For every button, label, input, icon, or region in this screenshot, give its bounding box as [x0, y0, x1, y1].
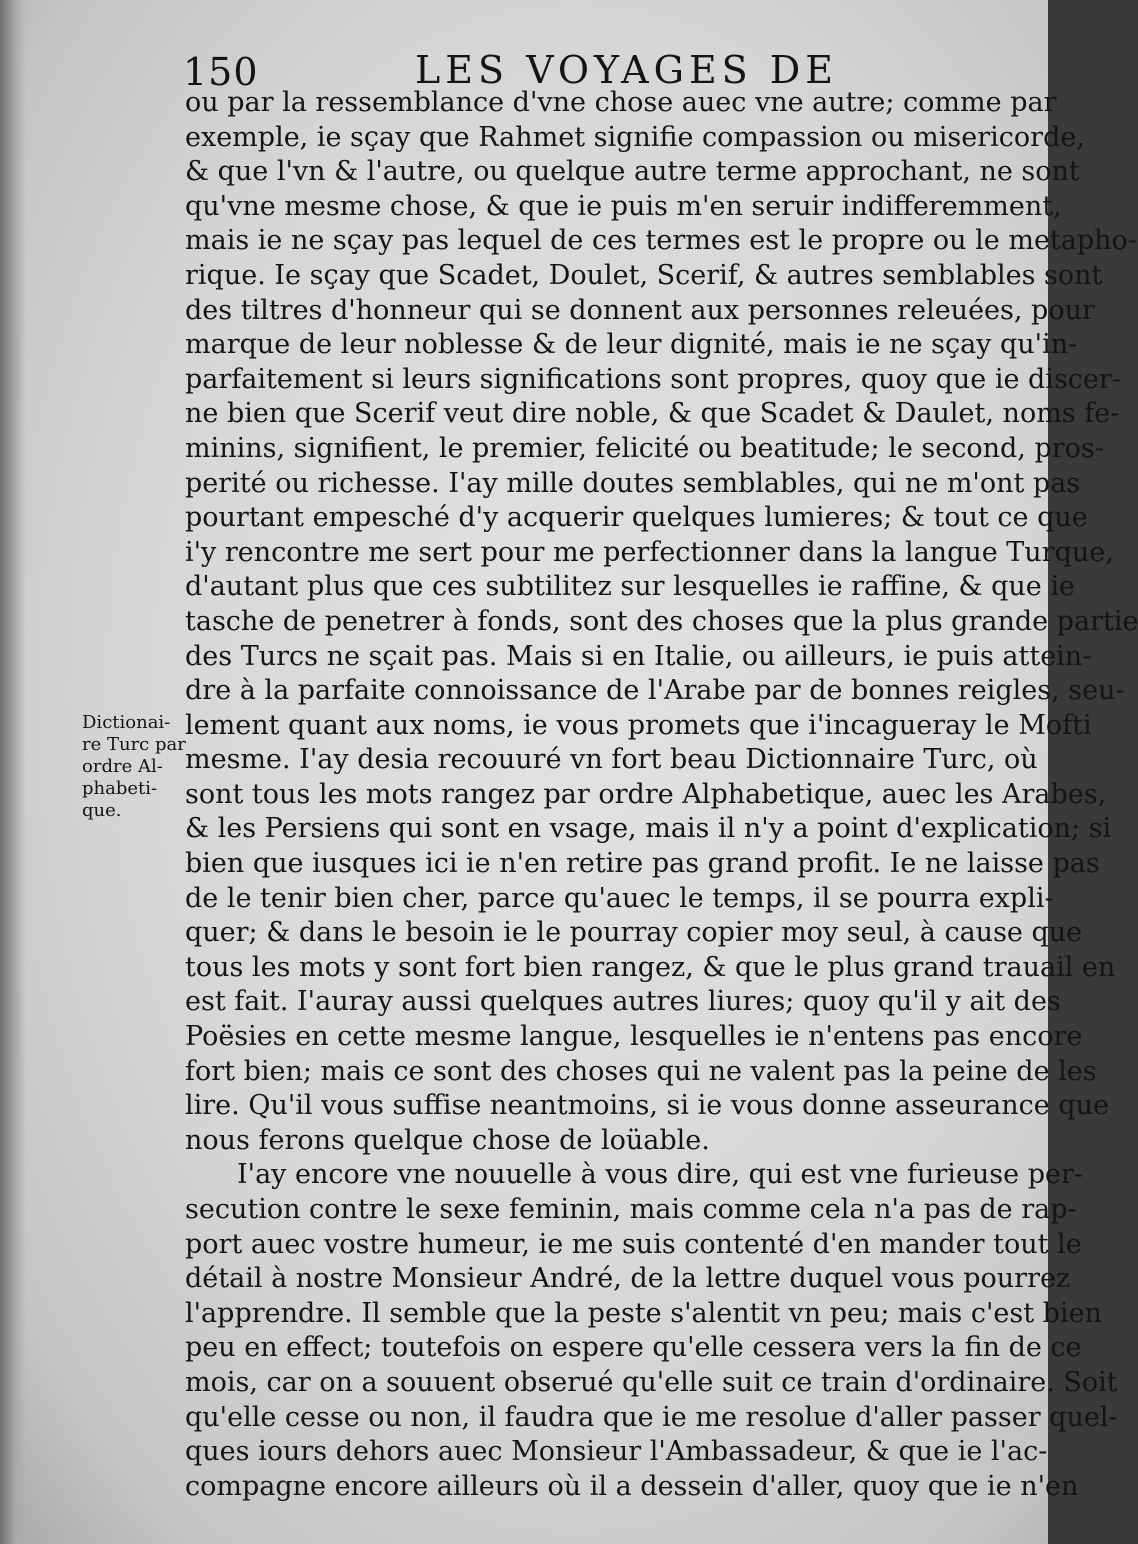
margin-note-line: que. [82, 800, 122, 821]
text-line: ou par la ressemblance d'vne chose auec vne autre; comme par [185, 87, 1057, 118]
body-text [185, 86, 1138, 1504]
text-line: & les Persiens qui sont en vsage, mais il n'y a point d'explication; si [185, 813, 1112, 845]
text-line: qu'vne mesme chose, & que ie puis m'en seruir indifferemment, [185, 190, 1062, 222]
margin-note-line: re Turc par [82, 734, 186, 755]
text-line: bien que iusques ici ie n'en retire pas grand profit. Ie ne laisse pas [185, 848, 1100, 880]
text-line: fort bien; mais ce sont des choses qui ne valent pas la peine de les [185, 1055, 1097, 1087]
text-line: peu en effect; toutefois on espere qu'elle cessera vers la fin de ce [185, 1332, 1082, 1364]
text-line: nous ferons quelque chose de loüable. [185, 1124, 710, 1156]
running-title: LES VOYAGES DE [415, 48, 839, 92]
text-line: marque de leur noblesse & de leur dignité, mais ie ne sçay qu'in- [185, 329, 1078, 361]
text-line: & que l'vn & l'autre, ou quelque autre terme approchant, ne sont [185, 156, 1080, 188]
text-line: ne bien que Scerif veut dire noble, & que Scadet & Daulet, noms fe- [185, 398, 1120, 430]
text-line: minins, signifient, le premier, felicité ou beatitude; le second, pros- [185, 432, 1104, 464]
margin-note [82, 712, 186, 822]
text-line: sont tous les mots rangez par ordre Alphabetique, auec les Arabes, [185, 778, 1107, 810]
text-line: I'ay encore vne nouuelle à vous dire, qui est vne furieuse per- [237, 1159, 1084, 1191]
text-line: mois, car on a souuent obserué qu'elle suit ce train d'ordinaire. Soit [185, 1366, 1118, 1398]
margin-note-line: Dictionai- [82, 712, 171, 733]
text-line: exemple, ie sçay que Rahmet signifie compassion ou misericorde, [185, 121, 1085, 153]
text-line: pourtant empesché d'y acquerir quelques lumieres; & tout ce que [185, 502, 1088, 534]
margin-note-line: ordre Al- [82, 756, 163, 777]
text-line: tous les mots y sont fort bien rangez, & que le plus grand trauail en [185, 951, 1116, 983]
page-gutter-shadow [0, 0, 26, 1544]
margin-note-line: phabeti- [82, 778, 158, 799]
text-line: perité ou richesse. I'ay mille doutes semblables, qui ne m'ont pas [185, 467, 1081, 499]
text-line: Poësies en cette mesme langue, lesquelles ie n'entens pas encore [185, 1021, 1083, 1053]
text-line: secution contre le sexe feminin, mais comme cela n'a pas de rap- [185, 1194, 1077, 1225]
text-line: parfaitement si leurs significations sont propres, quoy que ie discer- [185, 363, 1121, 395]
text-line: l'apprendre. Il semble que la peste s'alentit vn peu; mais c'est bien [185, 1297, 1102, 1329]
text-line: qu'elle cesse ou non, il faudra que ie me resolue d'aller passer quel- [185, 1401, 1118, 1433]
text-line: est fait. I'auray aussi quelques autres liures; quoy qu'il y ait des [185, 986, 1061, 1018]
text-line: i'y rencontre me sert pour me perfectionner dans la langue Turque, [185, 536, 1114, 568]
text-line: détail à nostre Monsieur André, de la lettre duquel vous pourrez [185, 1263, 1071, 1295]
text-line: compagne encore ailleurs où il a dessein d'aller, quoy que ie n'en [185, 1470, 1079, 1502]
text-line: lire. Qu'il vous suffise neantmoins, si ie vous donne asseurance que [185, 1090, 1109, 1122]
text-line: de le tenir bien cher, parce qu'auec le temps, il se pourra expli- [185, 882, 1054, 914]
page-number: 150 [183, 50, 259, 94]
text-line: quer; & dans le besoin ie le pourray copier moy seul, à cause que [185, 917, 1083, 949]
text-line: port auec vostre humeur, ie me suis contenté d'en mander tout le [185, 1228, 1082, 1260]
text-line: mais ie ne sçay pas lequel de ces termes est le propre ou le metapho- [185, 225, 1137, 257]
text-line: tasche de penetrer à fonds, sont des choses que la plus grande partie [185, 605, 1138, 637]
text-line: mesme. I'ay desia recouuré vn fort beau Dictionnaire Turc, où [185, 744, 1038, 776]
text-line: des Turcs ne sçait pas. Mais si en Italie, ou ailleurs, ie puis attein- [185, 640, 1092, 672]
text-line: lement quant aux noms, ie vous promets que i'incagueray le Mofti [185, 709, 1092, 741]
text-line: ques iours dehors auec Monsieur l'Ambassadeur, & que ie l'ac- [185, 1436, 1048, 1468]
text-line: dre à la parfaite connoissance de l'Arabe par de bonnes reigles, seu- [185, 675, 1125, 707]
text-line: des tiltres d'honneur qui se donnent aux personnes releuées, pour [185, 294, 1095, 326]
text-line: d'autant plus que ces subtilitez sur lesquelles ie raffine, & que ie [185, 571, 1075, 603]
text-line: rique. Ie sçay que Scadet, Doulet, Scerif, & autres semblables sont [185, 259, 1103, 291]
